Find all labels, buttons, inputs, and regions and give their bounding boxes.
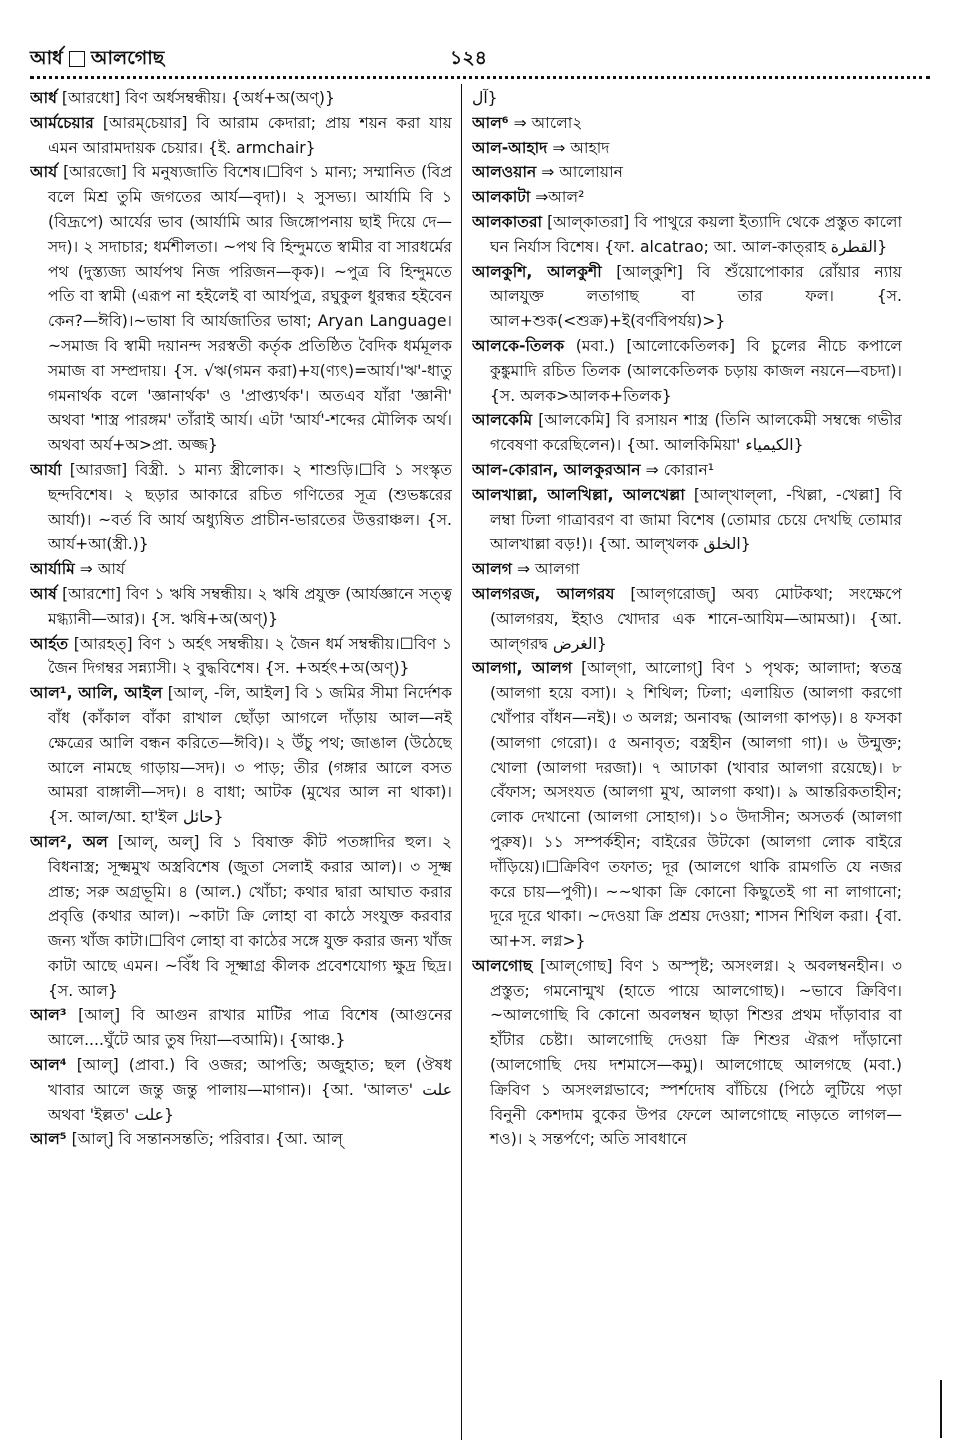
entry-headword: আর্ধ [30, 89, 57, 107]
right-column [472, 86, 902, 1436]
dictionary-entry [30, 632, 452, 682]
entry-definition: [আল্‌খাল্‌লা, -খিল্লা, -খেল্লা] বি লম্বা ঢিলা গাত্রাবরণ বা জামা বিশেষ (তোমার চেয়ে দেখছি তোমার আলখাল্লা বড়!)। {আ. আল্‌খলক الخلق} [490, 485, 902, 554]
dictionary-entry [30, 557, 452, 582]
entry-headword: আলকেমি [472, 411, 533, 430]
entry-headword: আর্হত [30, 634, 69, 653]
entry-definition: [আরশো] বিণ ১ ঋষি সম্বন্ধীয়। ২ ঋষি প্রযুক্ত (আর্যজ্ঞানে সত্ত্ব মগ্ধ্যানী—আর)। {স. ঋষি+অ(অণ্)} [48, 584, 452, 628]
dictionary-entry [30, 111, 452, 161]
entry-definition: ⇒ আলোয়ান [541, 163, 623, 182]
dictionary-entry [30, 1127, 452, 1152]
header-rule [30, 76, 930, 79]
entry-headword: আল⁵ [30, 1130, 67, 1149]
entry-headword: আল-আহাদ [472, 138, 548, 157]
entry-headword: আলগা, আলগ [472, 659, 573, 678]
dictionary-entry [472, 160, 902, 185]
guide-word-first: আর্ধ [30, 47, 63, 69]
dictionary-entry [472, 210, 902, 260]
page-number: ১২৪ [450, 47, 488, 69]
entry-headword: আর্যা [30, 460, 62, 479]
dictionary-entry [472, 458, 902, 483]
dictionary-entry [472, 136, 902, 161]
dictionary-entry [472, 260, 902, 334]
column-divider [461, 84, 462, 1440]
dictionary-entry [472, 111, 902, 136]
entry-headword: আল³ [30, 1006, 67, 1025]
entry-definition: [আরহত্‌] বিণ ১ অর্হৎ সম্বন্ধীয়। ২ জৈন ধর্ম সম্বন্ধীয়।☐বিণ ১ জৈন দিগম্বর সন্ন্যাসী। ২ বুদ্ধবিশেষ। {স. +অর্হৎ+অ(অণ্)} [48, 634, 452, 678]
dictionary-entry [472, 582, 902, 656]
entry-definition: [আল্‌গোছ] বিণ ১ অস্পৃষ্ট; অসংলগ্ন। ২ অবলম্বনহীন। ৩ প্রস্তুত; গমনোন্মুখ (হাতে পায়ে আলগোছ)। ~ভাবে ক্রিবিণ। ~আলগোছি বি কোনো অবলম্বন ছাড়া শিশুর প্রথম দাঁড়াবার বা হাঁটার চেষ্টা। আলগোছি দেওয়া ক্রি শিশুর ঐরূপ দাঁড়ানো (আলগোছি দেয় দশমাসে—কমু)। আলগোছে আলগছে (মবা.) ক্রিবিণ ১ অসংলগ্নভাবে; স্পর্শদোষ বাঁচিয়ে (পিঠে লুটিয়ে পড়া বিনুনী কেশদাম বুকের উপর ফেলে আলগোছে নাড়তে লাগল—শও)। ২ সন্তর্পণে; অতি সাবধানে [490, 956, 902, 1149]
entry-definition: ⇒ আহাদ [552, 138, 610, 157]
entry-headword: আল-কোরান, আলকুরআন [472, 460, 641, 479]
dictionary-entry [30, 86, 452, 111]
dictionary-entry [472, 954, 902, 1152]
guide-words [30, 44, 164, 76]
dictionary-entry [472, 408, 902, 458]
entry-headword: আলকুশি, আলকুশী [472, 262, 602, 281]
dictionary-entry [472, 185, 902, 210]
entry-headword: আর্ষ [30, 584, 57, 603]
entry-headword: আলকাটা [472, 188, 531, 207]
separator-box-icon [69, 51, 85, 67]
dictionary-entry [30, 1003, 452, 1053]
entry-definition: [আল্‌কুশি] বি শুঁয়োপোকার রোঁয়ার ন্যায় আলযুক্ত লতাগাছ বা তার ফল। {স. আল+শুক(<শুক্র)+ই(বর্ণবিপর্যয়)>} [490, 262, 902, 331]
entry-headword: আলগরজ, আলগরয [472, 584, 615, 603]
guide-word-last: আলগোছ [90, 47, 165, 69]
entry-definition: [আরজা] বিস্ত্রী. ১ মান্য স্ত্রীলোক। ২ শাশুড়ি।☐বি ১ সংস্কৃত ছন্দবিশেষ। ২ ছড়ার আকারে রচিত গণিতের সূত্র (শুভঙ্করের আর্যা)। ~বর্ত বি আর্য অধ্যুষিত প্রাচীন-ভারতের উত্তরাঞ্চল। {স. আর্য+আ(স্ত্রী.)} [48, 460, 452, 554]
entry-definition: [আলকেমি] বি রসায়ন শাস্ত্র (তিনি আলকেমী সম্বন্ধে গভীর গবেষণা করেছিলেন)। {আ. আলকিমিয়া' الكيمياء} [490, 411, 902, 455]
dictionary-entry [30, 582, 452, 632]
dictionary-entry [30, 160, 452, 458]
entry-definition: [আল্‌] (প্রাবা.) বি ওজর; আপত্তি; অজুহাত; ছল (ঔষধ খাবার আলে জন্তু জন্তু পালায়—মাগান)। {আ. 'আলত' علت অথবা 'ইল্লত' علت} [48, 1056, 452, 1124]
entry-definition: [আল্‌গরোজ্‌] অব্য মোটকথা; সংক্ষেপে (আলগরয, ইহাও খোদার এক শানে-আযিম—আমআ)। {আ. আল্‌গরদ্ব الغرض} [490, 584, 902, 653]
entry-headword: আলগোছ [472, 956, 533, 975]
entry-headword: আলকে-তিলক [472, 336, 565, 355]
dictionary-entry [30, 681, 452, 830]
entry-definition: (মবা.) [আলোকেতিলক] বি চুলের নীচে কপালে কুঙ্কুমাদি রচিত তিলক (আলকেতিলক চড়ায় কাজল নয়নে—বচদা)। {স. অলক>আলক+তিলক} [490, 336, 902, 405]
entry-headword: আলগ [472, 560, 513, 579]
dictionary-entry [472, 557, 902, 582]
entry-headword: আল¹, আলি, আইল [30, 684, 163, 703]
entry-definition: [আল্‌, -লি, আইল] বি ১ জমির সীমা নির্দেশক বাঁধ (কাঁকাল বাঁকা রাখাল ছোঁড়া আগলে দাঁড়ায় আল—নই ক্ষেত্রের আলি বন্ধন করিতে—ঈবি)। ২ উঁচু পথ; জাঙাল (উঠেছে আলে নামছে গাড়ায়—সদ)। ৩ পাড়; তীর (গঙ্গার আলে বসত আমরা বাঙ্গালী—সদ)। ৪ বাধা; আটক (মুখের আল না থাকা)। {স. আল/আ. হা'ইল حائل} [48, 684, 452, 827]
left-column [30, 86, 452, 1436]
entry-headword: আলকাতরা [472, 212, 543, 231]
entry-headword: আলখাল্লা, আলখিল্লা, আলখেল্লা [472, 485, 685, 504]
dictionary-entry [472, 334, 902, 408]
dictionary-entry [30, 458, 452, 557]
entry-definition: [আরধো] বিণ অর্ধসম্বন্ধীয়। {অর্ধ+অ(অণ্)} [61, 89, 335, 107]
dictionary-entry [30, 1053, 452, 1127]
entry-definition: [আল্‌, অল্‌] বি ১ বিষাক্ত কীট পতঙ্গাদির হুল। ২ বিধনাস্ত্র; সূক্ষ্মমুখ অস্ত্রবিশেষ (জুতা সেলাই করার আল)। ৩ সূক্ষ্ম প্রান্ত; সরু অগ্রভূমি। ৪ (আল.) খোঁচা; কথার দ্বারা আঘাত করার প্রবৃত্তি (কথার আল)। ~কাটা ক্রি লোহা বা কাঠে সংযুক্ত করবার জন্য খাঁজ কাটা।☐বিণ লোহা বা কাঠের সঙ্গে যুক্ত করার জন্য খাঁজ কাটা আছে এমন। ~বিঁধ বি সূক্ষ্মাগ্র কীলক প্রবেশযোগ্য ক্ষুদ্র ছিদ্র। {স. আল} [48, 832, 452, 1000]
entry-definition: [আরম্‌চেয়ার] বি আরাম কেদারা; প্রায় শয়ন করা যায় এমন আরামদায়ক চেয়ার। {ই. armchair} [48, 113, 452, 157]
entry-definition: [আল্‌গা, আলোগ্‌] বিণ ১ পৃথক; আলাদা; স্বতন্ত্র (আলগা হয়ে বসা)। ২ শিথিল; ঢিলা; এলায়িত (আলগা করগো খোঁপার বাঁধন—নই)। ৩ অলগ্ন; অনাবদ্ধ (আলগা কাপড়)। ৪ ফসকা (আলগা গেরো)। ৫ অনাবৃত; বস্ত্রহীন (আলগা গা)। ৬ উন্মুক্ত; খোলা (আলগা দরজা)। ৭ আঢাকা (খাবার আলগা রয়েছে)। ৮ বেঁফাস; অসংযত (আলগা মুখ, আলগা কথা)। ৯ আন্তরিকতাহীন; লোক দেখানো (আলগা সোহাগ)। ১০ উদাসীন; অসতর্ক (আলগা পুরুষ)। ১১ সম্পর্কহীন; বাইরের উটকো (আলগা লোক বাইরে দাঁড়িয়ে)।☐ক্রিবিণ তফাত; দূর (আলগে থাকি রামগতি যে নজর করে চায়—পুগী)। ~~থাকা ক্রি কোনো কিছুতেই গা না লাগানো; দূরে দূরে থাকা। ~দেওয়া ক্রি প্রশ্রয় দেওয়া; শাসন শিথিল করা। {বা. আ+স. লগ্ন>} [490, 659, 902, 951]
entry-definition: [আল্‌] বি সন্তানসন্ততি; পরিবার। {আ. আল্‌ [71, 1130, 343, 1149]
dictionary-entry [472, 483, 902, 557]
dictionary-entry [472, 86, 902, 111]
entry-definition: ⇒ আর্য [79, 560, 125, 579]
entry-definition: [আরজো] বি মনুষ্যজাতি বিশেষ।☐বিণ ১ মান্য; সম্মানিত (বিপ্র বলে মিশ্র তুমি জগতের আর্য—বৃদা)। ২ সুসভ্য। আর্যামি বি ১ (বিদ্রূপে) আর্যের ভাব (আর্যামি আর জিঙ্গোপনায় ছাই দিয়ে দে—সদ)। ২ সদাচার; ধর্মশীলতা। ~পথ বি হিন্দুমতে স্বামীর বা সারধর্মের পথ (দুস্ত্যজ্য আর্যপথ নিজ পরিজন—কৃক)। ~পুত্র বি হিন্দুমতে পতি বা স্বামী (এরূপ না হইলেই বা আর্যপুত্র, রঘুকুল ধুরন্ধর হইবেন কেন?—ঈবি)।~ভাষা বি আর্যজাতির ভাষা; Aryan Language।~সমাজ বি স্বামী দয়ানন্দ সরস্বতী কর্তৃক প্রতিষ্ঠিত বৈদিক ধর্মমূলক সমাজ বা সম্প্রদায়। {স. √ঋ(গমন করা)+য(ণ্যৎ)=আর্য।'ঋ'-ধাতু গমনার্থক বলে 'জ্ঞানার্থক' ও 'প্রাপ্ত্যর্থক'। অতএব যাঁরা 'জ্ঞানী' অথবা 'শাস্ত্র পারঙ্গম' তাঁরাই আর্য। এটা 'আর্য'-শব্দের মৌলিক অর্থ। অথবা অর্য+অ>প্রা. অজ্জ} [48, 163, 452, 455]
dictionary-entry [30, 830, 452, 1004]
entry-definition: ⇒ আলো২ [513, 113, 583, 132]
entry-headword: আর্য [30, 163, 58, 182]
margin-mark [940, 1380, 942, 1438]
entry-definition: آل} [472, 89, 498, 107]
entry-definition: ⇒ কোরান¹ [645, 460, 715, 479]
entry-headword: আল⁴ [30, 1056, 67, 1075]
entry-definition: [আল্‌কাতরা] বি পাথুরে কয়লা ইত্যাদি থেকে প্রস্তুত কালো ঘন নির্যাস বিশেষ। {ফা. alcatrao; আ. আল-কাত্‌রাহ القطرة} [490, 212, 902, 256]
page-header [30, 44, 930, 76]
entry-headword: আল², অল [30, 832, 108, 851]
entry-definition: [আল্‌] বি আগুন রাখার মাটির পাত্র বিশেষ (আগুনের আলে....ঘুঁটে আর তুষ দিয়া—বআমি)। {আঞ্চ.} [48, 1006, 452, 1050]
entry-headword: আর্মচেয়ার [30, 113, 94, 132]
entry-definition: ⇒আল² [535, 188, 585, 207]
dictionary-entry [472, 656, 902, 954]
entry-definition: ⇒ আলগা [517, 560, 580, 579]
entry-headword: আর্যামি [30, 560, 75, 579]
entry-headword: আল⁶ [472, 113, 509, 132]
entry-headword: আলওয়ান [472, 163, 537, 182]
